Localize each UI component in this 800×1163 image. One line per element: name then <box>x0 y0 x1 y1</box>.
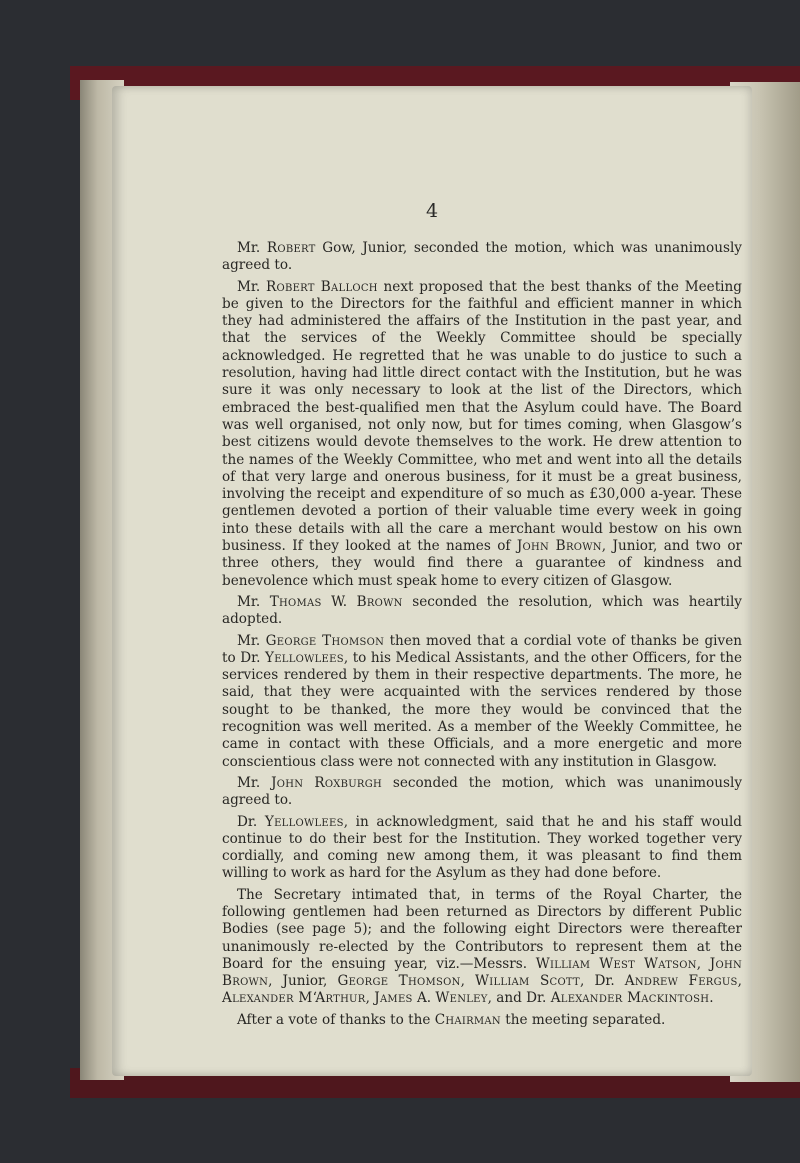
name-small-caps: Alexander Mackintosh <box>550 990 710 1007</box>
paragraph <box>222 1012 742 1029</box>
text-run: , <box>365 990 375 1007</box>
name-small-caps: Andrew Fergus <box>624 973 738 990</box>
text-run: Gow, Junior, seconded the motion, which was unanimously agreed to. <box>222 240 742 274</box>
name-small-caps: William West Watson <box>535 955 697 972</box>
text-run: W. <box>321 593 357 610</box>
text-run: , to his Medical Assistants, and the other Officers, for the services rendered by them in their respective departments. The more, he said, that they were acquainted with the services rendered by those sought to be thanked, the more they would be convinced that the recognition was well merited. As a member of the Weekly Committee, he came in contact with these Officials, and a more energetic and more conscientious class were not connected with any institution in Glasgow. <box>222 649 743 770</box>
text-run: The Secretary intimated that, in terms of the Royal Charter, the following gentlemen had been returned as Directors by different Public Bodies (see page 5); and the following eight Directors were thereafter unanimously re-elected by the Contributors to represent them at the Board for the ensuing year, viz.—Messrs. <box>222 886 742 972</box>
name-small-caps: Robert Balloch <box>265 278 378 295</box>
text-run: seconded the resolution, which was heartily adopted. <box>222 593 742 628</box>
text-run: , Dr. <box>580 973 625 990</box>
name-small-caps: Yellowlees <box>264 813 344 830</box>
text-run: Mr. <box>236 632 266 649</box>
name-small-caps: George Thomson <box>337 973 461 990</box>
name-small-caps: Thomas <box>269 593 322 610</box>
paragraph <box>222 279 742 590</box>
name-small-caps: John Roxburgh <box>271 774 382 791</box>
book-page <box>112 86 752 1076</box>
paragraph <box>222 775 742 810</box>
text-run: then moved that a cordial vote of thanks be given to Dr. <box>222 632 742 666</box>
name-small-caps: William Scott <box>475 973 581 990</box>
name-small-caps: Chairman <box>434 1011 501 1028</box>
text-run: Mr. <box>236 774 272 791</box>
paragraph <box>222 594 742 629</box>
text-run: Mr. <box>236 240 267 256</box>
name-small-caps: George Thomson <box>265 632 385 649</box>
text-run: , Junior, and two or three others, they would find there a guarantee of kindness and benevolence which must speak home to every citizen of Glasgow. <box>222 538 743 589</box>
paragraph <box>222 887 742 1008</box>
name-small-caps: John Brown <box>516 538 602 555</box>
text-run: next proposed that the best thanks of the Meeting be given to the Directors for the faithful and efficient manner in which they had administered the affairs of the Institution in the past year, and that the services of the Weekly Committee should be specially acknowledged. He regretted that he was unable to do justice to such a resolution, having had little direct contact with the Institution, but he was sure it was only necessary to look at the list of the Directors, which embraced the best-qualified men that the Asylum could have. The Board was well organised, not only now, but for times coming, when Glasgow’s best citizens would devote themselves to the work. He drew attention to the names of the Weekly Committee, who met and went into all the details of that very large and onerous business, for it must be a great business, involving the receipt and expenditure of so much as £30,000 a-year. These gentlemen devoted a portion of their valuable time every week in going into these details with all the care a merchant would bestow on his own business. If they looked at the names of <box>222 278 742 555</box>
text-run: , in acknowledgment, said that he and his staff would continue to do their best for the Institution. They worked together very cordially, and coming new among them, it was pleasant to find them willing to work as hard for the Asylum as they had done before. <box>222 813 743 882</box>
text-run: , and Dr. <box>487 990 551 1007</box>
text-run: the meeting separated. <box>500 1011 666 1028</box>
text-run: Mr. <box>236 593 270 610</box>
text-run: , <box>737 973 742 990</box>
paragraph <box>222 814 742 883</box>
page-number: 4 <box>425 200 439 222</box>
text-run: seconded the motion, which was unanimously agreed to. <box>222 774 742 809</box>
text-run: After a vote of thanks to the <box>236 1011 435 1028</box>
name-small-caps: John Brown <box>222 955 742 990</box>
text-run: , Junior, <box>268 973 338 990</box>
name-small-caps: Robert <box>266 240 316 256</box>
name-small-caps: Yellowlees <box>264 649 344 666</box>
text-run: A. <box>412 990 436 1007</box>
text-run: , <box>696 955 710 972</box>
text-run: Mr. <box>236 278 266 295</box>
name-small-caps: Wenley <box>435 990 488 1007</box>
text-run: . <box>709 990 714 1007</box>
name-small-caps: James <box>374 990 413 1007</box>
page-body-text <box>222 240 742 1033</box>
text-run: , <box>460 973 476 990</box>
text-run: Dr. <box>236 813 265 830</box>
name-small-caps: Alexander M‘Arthur <box>222 990 366 1007</box>
paragraph <box>222 240 742 275</box>
name-small-caps: Brown <box>356 593 403 610</box>
paragraph <box>222 633 742 771</box>
